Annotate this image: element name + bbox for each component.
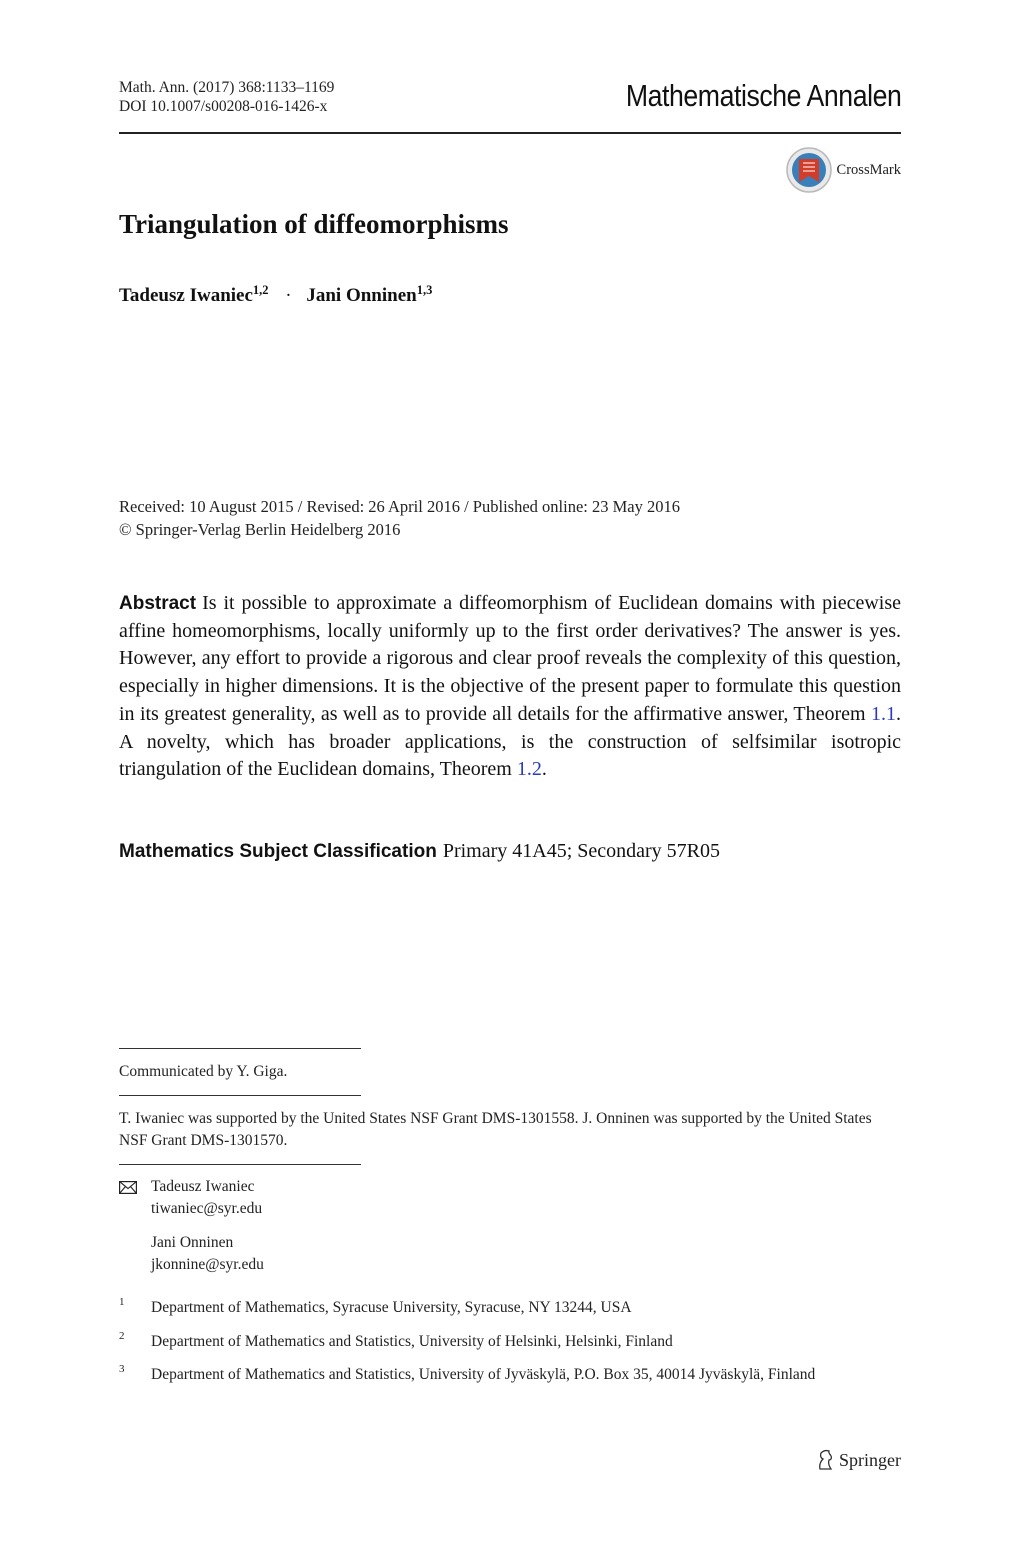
journal-title: Mathematische Annalen — [625, 78, 901, 113]
affiliation-number: 1 — [119, 1296, 125, 1308]
crossmark-badge[interactable] — [785, 146, 901, 194]
author-affil: 1,3 — [416, 283, 433, 297]
date-history: Received: 10 August 2015 / Revised: 26 April 2016 / Published online: 23 May 2016 — [119, 497, 680, 516]
affiliation-number: 2 — [119, 1330, 125, 1342]
author-line — [119, 283, 432, 307]
author-name: Jani Onninen — [306, 285, 417, 306]
affiliation-number: 3 — [119, 1363, 125, 1375]
abstract-text: Is it possible to approximate a diffeomorphism of Euclidean domains with piecewise affine homeomorphisms, locally uniformly up to the first order derivatives? The answer is yes. However, any effort to provide a rigorous and clear proof reveals the complexity of this question, especially in higher dimensions. It is the objective of the present paper to formulate this question in its greatest generality, as well as to provide all details for the affirmative answer, Theorem — [119, 592, 901, 725]
msc-label: Mathematics Subject Classification — [119, 841, 437, 862]
crossmark-label: CrossMark — [836, 161, 901, 178]
contact-name: Jani Onninen — [151, 1234, 234, 1251]
abstract — [119, 590, 901, 784]
footnote-rule — [119, 1164, 361, 1165]
author-name: Tadeusz Iwaniec — [119, 285, 253, 306]
header-rule — [119, 132, 901, 134]
envelope-icon — [119, 1181, 137, 1194]
affiliation — [119, 1364, 901, 1386]
author-separator: · — [285, 285, 292, 306]
affiliation — [119, 1297, 901, 1319]
msc — [119, 840, 720, 863]
communicated-by: Communicated by Y. Giga. — [119, 1063, 288, 1080]
paper-title: Triangulation of diffeomorphisms — [119, 209, 509, 239]
publication-dates — [119, 495, 680, 541]
publisher-logo — [815, 1449, 901, 1471]
affiliation-text: Department of Mathematics and Statistics, University of Jyväskylä, P.O. Box 35, 40014 Jyväskylä, Finland — [151, 1366, 816, 1383]
crossmark-icon — [785, 146, 833, 194]
contact-entry — [151, 1232, 264, 1276]
copyright: © Springer-Verlag Berlin Heidelberg 2016 — [119, 520, 401, 539]
contact-name: Tadeusz Iwaniec — [151, 1178, 255, 1195]
citation-block — [119, 78, 334, 116]
contact-email[interactable]: tiwaniec@syr.edu — [151, 1200, 263, 1217]
funding-note: T. Iwaniec was supported by the United States NSF Grant DMS-1301558. J. Onninen was supported by the United States NSF Grant DMS-1301570. — [119, 1110, 872, 1149]
abstract-text: . A novelty, which has broader applications, is the construction of selfsimilar isotropic triangulation of the Euclidean domains, Theorem — [119, 702, 901, 781]
corresponding-contacts — [119, 1176, 264, 1276]
theorem-link[interactable]: 1.2 — [516, 758, 542, 781]
author-affil: 1,2 — [252, 283, 269, 297]
theorem-link[interactable]: 1.1 — [871, 702, 896, 725]
affiliation — [119, 1331, 901, 1353]
affiliation-text: Department of Mathematics, Syracuse University, Syracuse, NY 13244, USA — [151, 1299, 632, 1316]
msc-value: Primary 41A45; Secondary 57R05 — [442, 840, 721, 862]
citation: Math. Ann. (2017) 368:1133–1169 — [119, 79, 335, 96]
abstract-text: . — [541, 758, 547, 781]
affiliation-text: Department of Mathematics and Statistics, University of Helsinki, Helsinki, Finland — [151, 1333, 673, 1350]
contact-email[interactable]: jkonnine@syr.edu — [151, 1256, 264, 1273]
doi: DOI 10.1007/s00208-016-1426-x — [119, 98, 328, 115]
abstract-label: Abstract — [119, 593, 197, 614]
springer-horse-icon — [815, 1449, 835, 1471]
publisher-name: Springer — [839, 1449, 901, 1470]
contact-entry — [151, 1176, 264, 1220]
footnote-rule — [119, 1095, 361, 1096]
footnote-rule — [119, 1048, 361, 1049]
